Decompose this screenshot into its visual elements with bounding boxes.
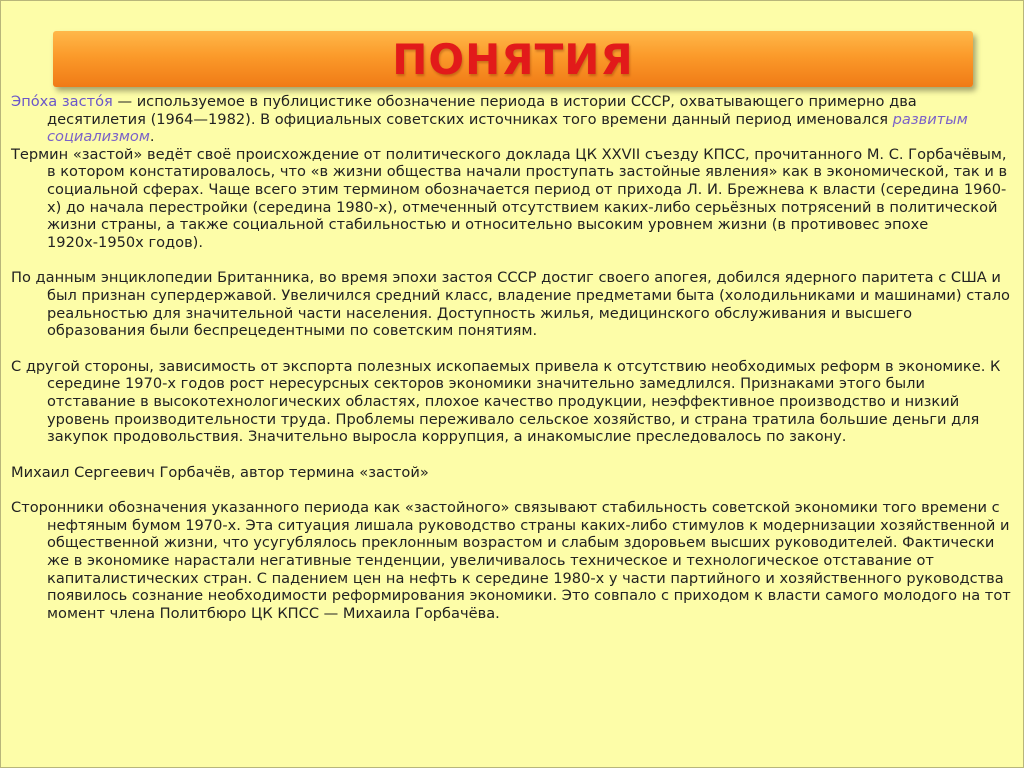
definition-text-b: .	[149, 128, 155, 146]
paragraph-term-origin: Термин «застой» ведёт своё происхождение от политического доклада ЦК XXVII съезду КПСС, прочитанного М. С. Горбачёвым, в котором констатировалось, что «в жизни общества начали проступать застойные явления» как в экономической, так и в социальной сферах. Чаще всего этим термином обозначается период от прихода Л. И. Брежнева к власти (середина 1960-х) до начала перестройки (середина 1980-х), отмеченный отсутствием каких-либо серьёзных потрясений в политической жизни страны, а также социальной стабильностью и относительно высоким уровнем жизни (в противовес эпохе 1920х-1950х годов).	[11, 145, 1008, 251]
paragraph-other-side: С другой стороны, зависимость от экспорта полезных ископаемых привела к отсутствию необходимых реформ в экономике. К середине 1970-х годов рост нересурсных секторов экономики значительно замедлился. Признаками этого были отставание в высокотехнологических областях, плохое качество продукции, неэффективное производство и низкий уровень производительности труда. Проблемы переживало сельское хозяйство, и страна тратила большие деньги для закупок продовольствия. Значительно выросла коррупция, а инакомыслие преследовалось по закону.	[11, 357, 1001, 446]
definition-text-a: — используемое в публицистике обозначение периода в истории СССР, охватывающего примерно два десятилетия (1964—1982). В официальных советских источниках того времени данный период именовался	[47, 93, 917, 128]
title-banner	[53, 31, 973, 87]
paragraph-gorbachev-caption: Михаил Сергеевич Горбачёв, автор термина «застой»	[11, 463, 429, 481]
developed-socialism-link[interactable]: развитым социализмом	[47, 110, 968, 146]
paragraph-definition	[11, 93, 1011, 146]
term-link[interactable]: Эпо́ха засто́я	[11, 93, 113, 110]
paragraph-britannica: По данным энциклопедии Британника, во время эпохи застоя СССР достиг своего апогея, добился ядерного паритета с США и был признан супердержавой. Увеличился средний класс, владение предметами быта (холодильниками и машинами) стало реальностью для значительной части населения. Доступность жилья, медицинского обслуживания и высшего образования были беспрецедентными по советским понятиям.	[11, 269, 1010, 340]
slide-body	[11, 93, 1011, 622]
paragraph-supporters: Сторонники обозначения указанного периода как «застойного» связывают стабильность советской экономики того времени с нефтяным бумом 1970-х. Эта ситуация лишала руководство страны каких-либо стимулов к модернизации хозяйственной и общественной жизни, что усугублялось преклонным возрастом и слабым здоровьем высших руководителей. Фактически же в экономике нарастали негативные тенденции, увеличивалось техническое и технологическое отставание от капиталистических стран. С падением цен на нефть к середине 1980-х у части партийного и хозяйственного руководства появилось сознание необходимости реформирования экономики. Это совпало с приходом к власти самого молодого на тот момент члена Политбюро ЦК КПСС — Михаила Горбачёва.	[11, 499, 1011, 622]
slide-title: ПОНЯТИЯ	[392, 34, 634, 84]
